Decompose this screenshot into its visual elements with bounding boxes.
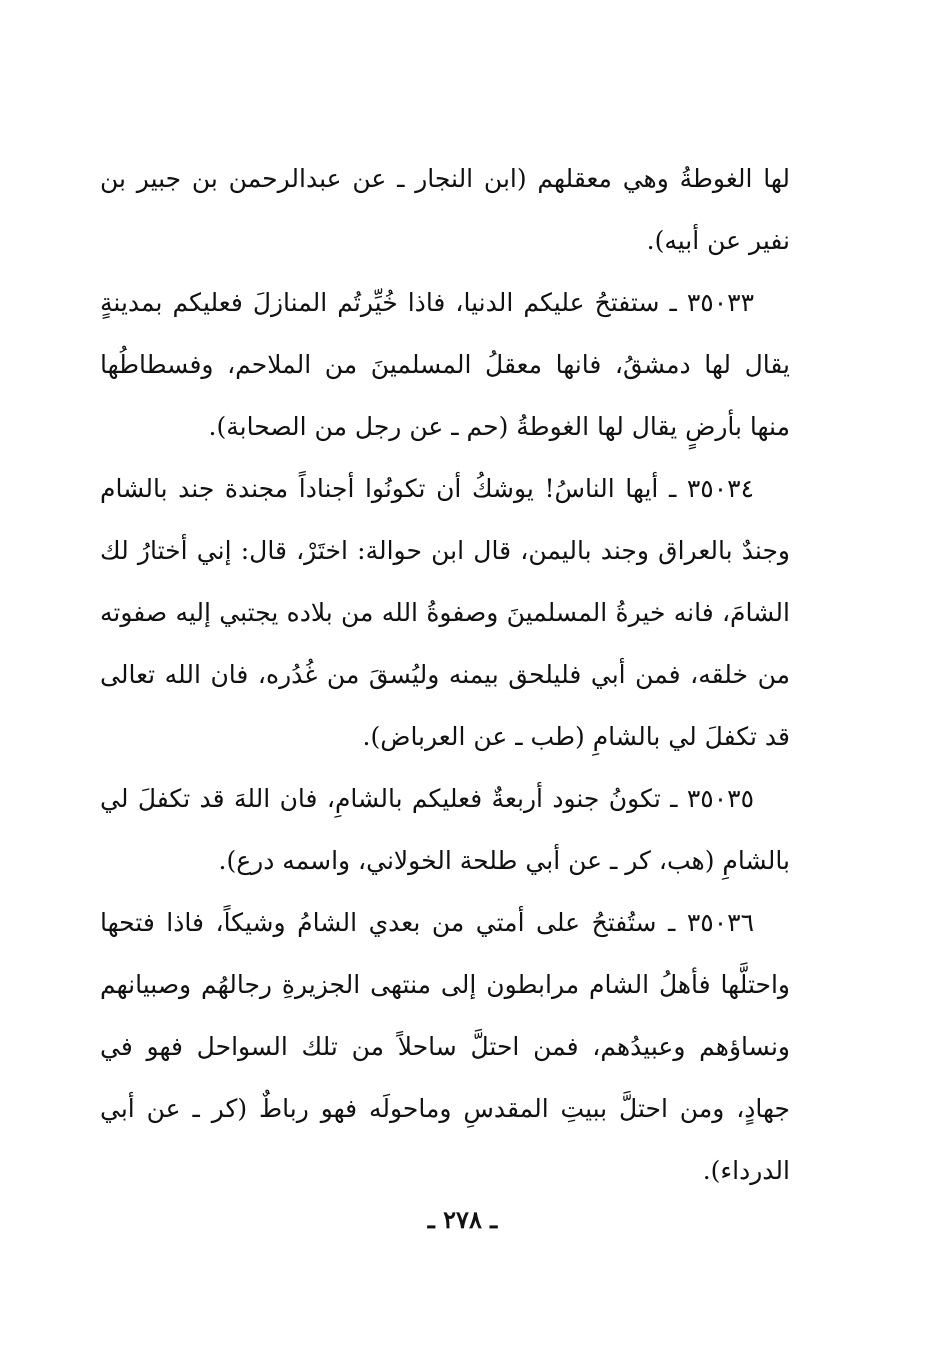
paragraph-continuation: لها الغوطةُ وهي معقلهم (ابن النجار ـ عن عبدالرحمن بن جبير بن نفير عن أبيه). <box>100 164 790 255</box>
hadith-35034: ٣٥٠٣٤ ـ أيها الناسُ! يوشكُ أن تكونُوا أجناداً مجندة جند بالشام وجندٌ بالعراق وجند باليمن، قال ابن حوالة: اختَرْ، قال: إني أختارُ لك الشامَ، فانه خيرةُ المسلمينَ وصفوةُ الله من بلاده يجتبي إليه صفوته من خلقه، فمن أبي فليلحق بيمنه وليُسقَ من غُدُره، فان الله تعالى قد تكفلَ لي بالشامِ (طب ـ عن العرباض). <box>100 474 790 751</box>
hadith-35035: ٣٥٠٣٥ ـ تكونُ جنود أربعةٌ فعليكم بالشامِ، فان اللهَ قد تكفلَ لي بالشامِ (هب، كر ـ عن أبي طلحة الخولاني، واسمه درع). <box>100 784 790 875</box>
body-text <box>100 148 790 1202</box>
page-number: ـ ٢٧٨ ـ <box>427 1205 498 1234</box>
hadith-35036: ٣٥٠٣٦ ـ ستُفتحُ على أمتي من بعدي الشامُ وشيكاً، فاذا فتحها واحتلَّها فأهلُ الشام مرابطون إلى منتهى الجزيرةِ رجالهُم وصبيانهم ونساؤهم وعبيدُهم، فمن احتلَّ ساحلاً من تلك السواحل فهو في جهادٍ، ومن احتلَّ ببيتِ المقدسِ وماحولَه فهو رباطٌ (كر ـ عن أبي الدرداء). <box>100 908 790 1185</box>
hadith-35033: ٣٥٠٣٣ ـ ستفتحُ عليكم الدنيا، فاذا خُيِّرتُم المنازلَ فعليكم بمدينةٍ يقال لها دمشقُ، فانها معقلُ المسلمينَ من الملاحم، وفسطاطُها منها بأرضٍ يقال لها الغوطةُ (حم ـ عن رجل من الصحابة). <box>100 288 790 441</box>
